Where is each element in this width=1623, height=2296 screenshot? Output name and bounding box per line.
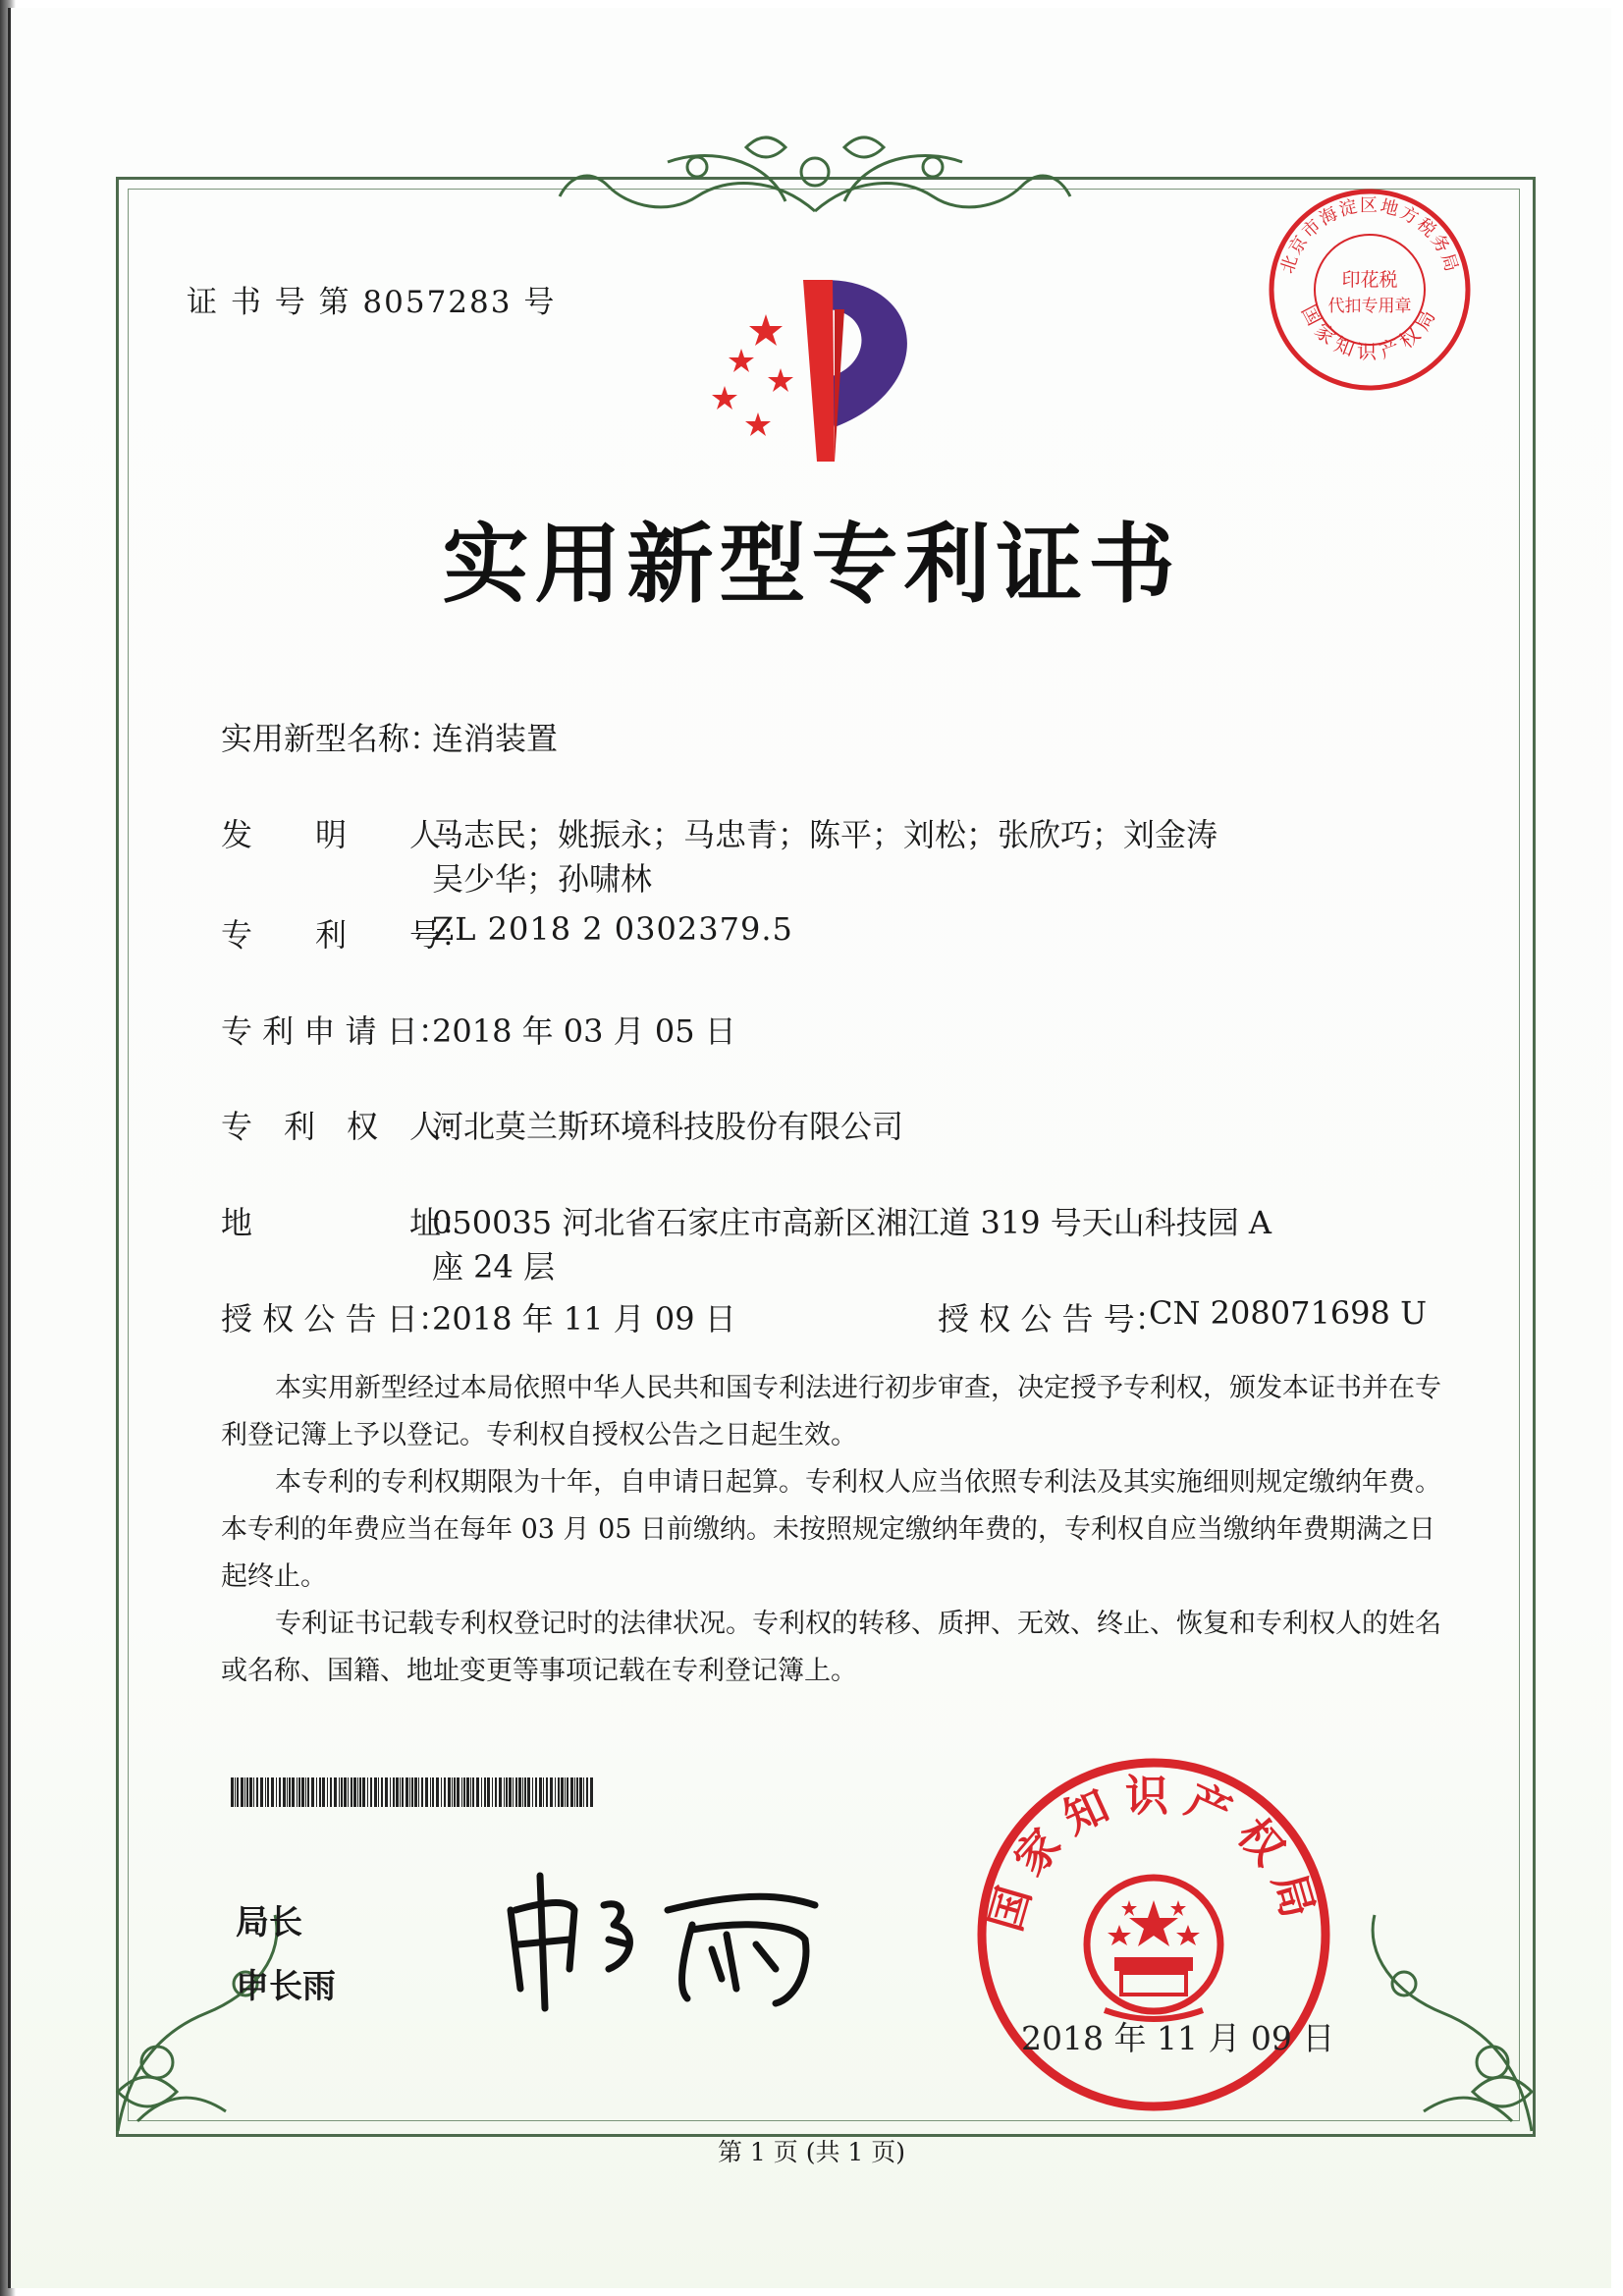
barcode-bar bbox=[249, 1777, 252, 1807]
barcode-bar bbox=[244, 1777, 245, 1807]
barcode-bar bbox=[409, 1777, 410, 1807]
tax-stamp bbox=[1262, 182, 1478, 398]
barcode-bar bbox=[297, 1777, 298, 1807]
barcode-bar bbox=[241, 1777, 243, 1807]
barcode-bar bbox=[253, 1777, 254, 1807]
barcode-bar bbox=[487, 1777, 490, 1807]
barcode-bar bbox=[558, 1777, 560, 1807]
name-value: 连消装置 bbox=[432, 720, 559, 757]
inventor-line1: 马志民；姚振永；马忠青；陈平；刘松；张欣巧；刘金涛 bbox=[432, 816, 1218, 853]
grant-no-value: CN 208071698 U bbox=[1149, 1294, 1428, 1332]
barcode-bar bbox=[472, 1777, 474, 1807]
barcode-bar bbox=[381, 1777, 383, 1807]
barcode-bar bbox=[492, 1777, 493, 1807]
barcode-bar bbox=[586, 1777, 588, 1807]
barcode bbox=[231, 1777, 594, 1807]
barcode-bar bbox=[499, 1777, 502, 1807]
patent-no-value: ZL 2018 2 0302379.5 bbox=[432, 910, 793, 948]
barcode-bar bbox=[390, 1777, 391, 1807]
barcode-bar bbox=[509, 1777, 512, 1807]
holder-label: 专 利 权 人： bbox=[221, 1108, 473, 1145]
barcode-bar bbox=[378, 1777, 379, 1807]
barcode-bar bbox=[271, 1777, 274, 1807]
barcode-bar bbox=[385, 1777, 388, 1807]
barcode-bar bbox=[334, 1777, 337, 1807]
official-seal bbox=[972, 1753, 1335, 2116]
barcode-bar bbox=[448, 1777, 451, 1807]
top-ornament-icon bbox=[550, 118, 1080, 226]
barcode-bar bbox=[481, 1777, 482, 1807]
address-line2: 座 24 层 bbox=[432, 1248, 556, 1285]
certificate-title: 实用新型专利证书 bbox=[442, 513, 1181, 615]
barcode-bar bbox=[583, 1777, 584, 1807]
barcode-bar bbox=[359, 1777, 361, 1807]
barcode-bar bbox=[246, 1777, 248, 1807]
barcode-bar bbox=[289, 1777, 291, 1807]
tax-stamp-center-line1: 印花税 bbox=[1341, 269, 1398, 291]
barcode-bar bbox=[454, 1777, 456, 1807]
barcode-bar bbox=[301, 1777, 304, 1807]
barcode-bar bbox=[348, 1777, 349, 1807]
barcode-bar bbox=[524, 1777, 526, 1807]
barcode-bar bbox=[414, 1777, 417, 1807]
signatory-name: 申长雨 bbox=[236, 1967, 336, 2006]
patent-office-logo-icon bbox=[687, 270, 943, 466]
apply-date-value: 2018 年 03 月 05 日 bbox=[432, 1012, 736, 1050]
barcode-bar bbox=[267, 1777, 269, 1807]
barcode-bar bbox=[402, 1777, 404, 1807]
barcode-bar bbox=[590, 1777, 593, 1807]
tax-stamp-outer-text: 北京市海淀区地方税务局 bbox=[1276, 195, 1463, 277]
holder-value: 河北莫兰斯环境科技股份有限公司 bbox=[432, 1108, 904, 1145]
tax-stamp-center-line2: 代扣专用章 bbox=[1327, 297, 1412, 316]
barcode-bar bbox=[425, 1777, 428, 1807]
barcode-bar bbox=[441, 1777, 442, 1807]
barcode-bar bbox=[522, 1777, 523, 1807]
grant-date-value: 2018 年 11 月 09 日 bbox=[432, 1300, 736, 1338]
barcode-bar bbox=[298, 1777, 300, 1807]
barcode-bar bbox=[515, 1777, 517, 1807]
barcode-bar bbox=[330, 1777, 332, 1807]
barcode-bar bbox=[432, 1777, 434, 1807]
barcode-bar bbox=[353, 1777, 356, 1807]
certificate-number: 证 书 号 第 8057283 号 bbox=[187, 285, 557, 320]
barcode-bar bbox=[292, 1777, 295, 1807]
barcode-bar bbox=[411, 1777, 413, 1807]
barcode-bar bbox=[283, 1777, 286, 1807]
address-line1: 050035 河北省石家庄市高新区湘江道 319 号天山科技园 A bbox=[432, 1204, 1272, 1241]
body-paragraph-3: 专利证书记载专利权登记时的法律状况。专利权的转移、质押、无效、终止、恢复和专利权人的姓名或名称、国籍、地址变更等事项记载在专利登记簿上。 bbox=[221, 1609, 1441, 1686]
inventor-line2: 吴少华；孙啸林 bbox=[432, 860, 653, 898]
barcode-bar bbox=[546, 1777, 548, 1807]
barcode-bar bbox=[504, 1777, 505, 1807]
barcode-bar bbox=[444, 1777, 446, 1807]
barcode-bar bbox=[362, 1777, 365, 1807]
barcode-bar bbox=[307, 1777, 309, 1807]
barcode-bar bbox=[518, 1777, 521, 1807]
barcode-bar bbox=[463, 1777, 465, 1807]
barcode-bar bbox=[279, 1777, 281, 1807]
barcode-bar bbox=[484, 1777, 486, 1807]
barcode-bar bbox=[570, 1777, 573, 1807]
barcode-bar bbox=[466, 1777, 469, 1807]
barcode-bar bbox=[543, 1777, 544, 1807]
barcode-bar bbox=[495, 1777, 497, 1807]
barcode-bar bbox=[535, 1777, 537, 1807]
barcode-bar bbox=[396, 1777, 399, 1807]
barcode-bar bbox=[565, 1777, 566, 1807]
barcode-bar bbox=[311, 1777, 314, 1807]
barcode-bar bbox=[235, 1777, 236, 1807]
barcode-bar bbox=[351, 1777, 352, 1807]
page-footer: 第 1 页 (共 1 页) bbox=[717, 2138, 906, 2166]
barcode-bar bbox=[231, 1777, 234, 1807]
national-emblem-icon bbox=[1087, 1878, 1220, 2019]
barcode-bar bbox=[550, 1777, 553, 1807]
barcode-bar bbox=[237, 1777, 239, 1807]
inventor-label: 发 明 人： bbox=[221, 816, 473, 853]
grant-no-label: 授 权 公 告 号： bbox=[938, 1300, 1166, 1338]
barcode-bar bbox=[327, 1777, 328, 1807]
barcode-bar bbox=[344, 1777, 347, 1807]
barcode-bar bbox=[470, 1777, 471, 1807]
barcode-bar bbox=[452, 1777, 453, 1807]
barcode-bar bbox=[367, 1777, 368, 1807]
barcode-bar bbox=[436, 1777, 439, 1807]
name-label: 实用新型名称： bbox=[221, 720, 442, 757]
barcode-bar bbox=[579, 1777, 582, 1807]
patent-no-label: 专 利 号： bbox=[221, 916, 473, 954]
barcode-bar bbox=[567, 1777, 568, 1807]
barcode-bar bbox=[430, 1777, 431, 1807]
barcode-bar bbox=[260, 1777, 263, 1807]
body-paragraph-2: 本专利的专利权期限为十年，自申请日起算。专利权人应当依照专利法及其实施细则规定缴纳年费。本专利的年费应当在每年 03 月 05 日前缴纳。未按照规定缴纳年费的，专利权自应当缴纳年费期满之日起终止。 bbox=[221, 1467, 1441, 1592]
barcode-bar bbox=[256, 1777, 258, 1807]
barcode-bar bbox=[555, 1777, 556, 1807]
barcode-bar bbox=[539, 1777, 542, 1807]
barcode-bar bbox=[339, 1777, 340, 1807]
barcode-bar bbox=[357, 1777, 358, 1807]
barcode-bar bbox=[341, 1777, 343, 1807]
barcode-bar bbox=[418, 1777, 419, 1807]
official-seal-ring-text: 国家知识产权局 bbox=[980, 1771, 1327, 1938]
barcode-bar bbox=[265, 1777, 266, 1807]
tax-stamp-bottom-text: 国家知识产权局 bbox=[1296, 301, 1443, 364]
barcode-bar bbox=[532, 1777, 533, 1807]
barcode-bar bbox=[305, 1777, 306, 1807]
official-seal-date: 2018 年 11 月 09 日 bbox=[1021, 2019, 1335, 2057]
barcode-bar bbox=[527, 1777, 530, 1807]
barcode-bar bbox=[400, 1777, 401, 1807]
barcode-bar bbox=[576, 1777, 578, 1807]
barcode-bar bbox=[461, 1777, 462, 1807]
barcode-bar bbox=[322, 1777, 325, 1807]
body-paragraph-1: 本实用新型经过本局依照中华人民共和国专利法进行初步审查，决定授予专利权，颁发本证书并在专利登记簿上予以登记。专利权自授权公告之日起生效。 bbox=[221, 1373, 1441, 1450]
grant-date-label: 授 权 公 告 日： bbox=[221, 1300, 450, 1338]
barcode-bar bbox=[287, 1777, 288, 1807]
apply-date-label: 专 利 申 请 日： bbox=[221, 1012, 450, 1050]
barcode-bar bbox=[319, 1777, 321, 1807]
barcode-bar bbox=[276, 1777, 277, 1807]
bottom-right-ornament-icon bbox=[1335, 1895, 1551, 2151]
barcode-bar bbox=[457, 1777, 460, 1807]
signatory-title: 局长 bbox=[236, 1903, 302, 1942]
barcode-bar bbox=[406, 1777, 408, 1807]
barcode-bar bbox=[506, 1777, 508, 1807]
barcode-bar bbox=[574, 1777, 575, 1807]
barcode-bar bbox=[316, 1777, 317, 1807]
barcode-bar bbox=[476, 1777, 479, 1807]
svg-text:北京市海淀区地方税务局 bbox=[1277, 195, 1463, 276]
barcode-bar bbox=[421, 1777, 423, 1807]
barcode-bar bbox=[513, 1777, 514, 1807]
barcode-bar bbox=[370, 1777, 372, 1807]
address-label: 地 址： bbox=[221, 1204, 473, 1241]
barcode-bar bbox=[561, 1777, 564, 1807]
barcode-bar bbox=[374, 1777, 377, 1807]
barcode-bar bbox=[393, 1777, 395, 1807]
handwritten-signature bbox=[491, 1851, 844, 2018]
